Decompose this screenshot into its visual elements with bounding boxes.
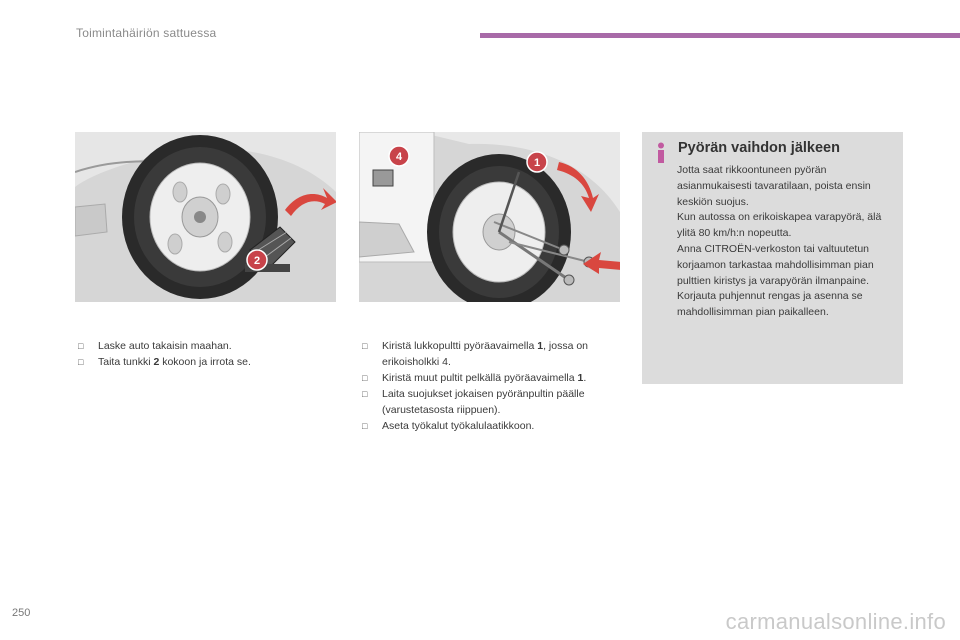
- list-item: □ Aseta työkalut työkalulaatikkoon.: [360, 418, 625, 434]
- page-number: 250: [12, 607, 31, 619]
- list-item: □ Laske auto takaisin maahan.: [76, 338, 336, 354]
- left-steps-list: [76, 338, 336, 370]
- info-panel: [642, 132, 903, 384]
- info-text: Jotta saat rikkoontuneen pyörän asianmukaisesti tavaratilaan, poista ensin keskiön suojus. Kun autossa on erikoiskapea varapyörä, älä ylitä 80 km/h:n nopeutta. Anna CITROËN-verkoston tai valtuutetun korjaamon tarkastaa mahdollisimman pian pulttien kiristys ja varapyörän ilmanpaine. Korjauta puhjennut rengas ja asenna se mahdollisimman pian paikalleen.: [677, 164, 882, 319]
- info-icon: [654, 142, 668, 164]
- callout-4: 4: [395, 151, 403, 163]
- info-title: Pyörän vaihdon jälkeen: [678, 140, 840, 156]
- list-item: □ Taita tunkki 2 kokoon ja irrota se.: [76, 354, 336, 370]
- callout-2-left: 2: [253, 255, 261, 267]
- page-header-title: Toimintahäiriön sattuessa: [76, 26, 217, 40]
- header-accent-bar: [480, 33, 960, 38]
- list-item: □ Laita suojukset jokaisen pyöränpultin päälle (varustetasosta riippuen).: [360, 386, 625, 418]
- watermark: carmanualsonline.info: [725, 609, 946, 634]
- middle-steps-list: [360, 338, 625, 434]
- illustration-lowering-jack: [75, 132, 336, 302]
- list-item: □ Kiristä lukkopultti pyöräavaimella 1, jossa on erikoisholkki 4.: [360, 338, 625, 370]
- list-item: □ Kiristä muut pultit pelkällä pyöräavaimella 1.: [360, 370, 625, 386]
- callout-1: 1: [533, 157, 541, 169]
- illustration-tightening-bolts: [359, 132, 620, 302]
